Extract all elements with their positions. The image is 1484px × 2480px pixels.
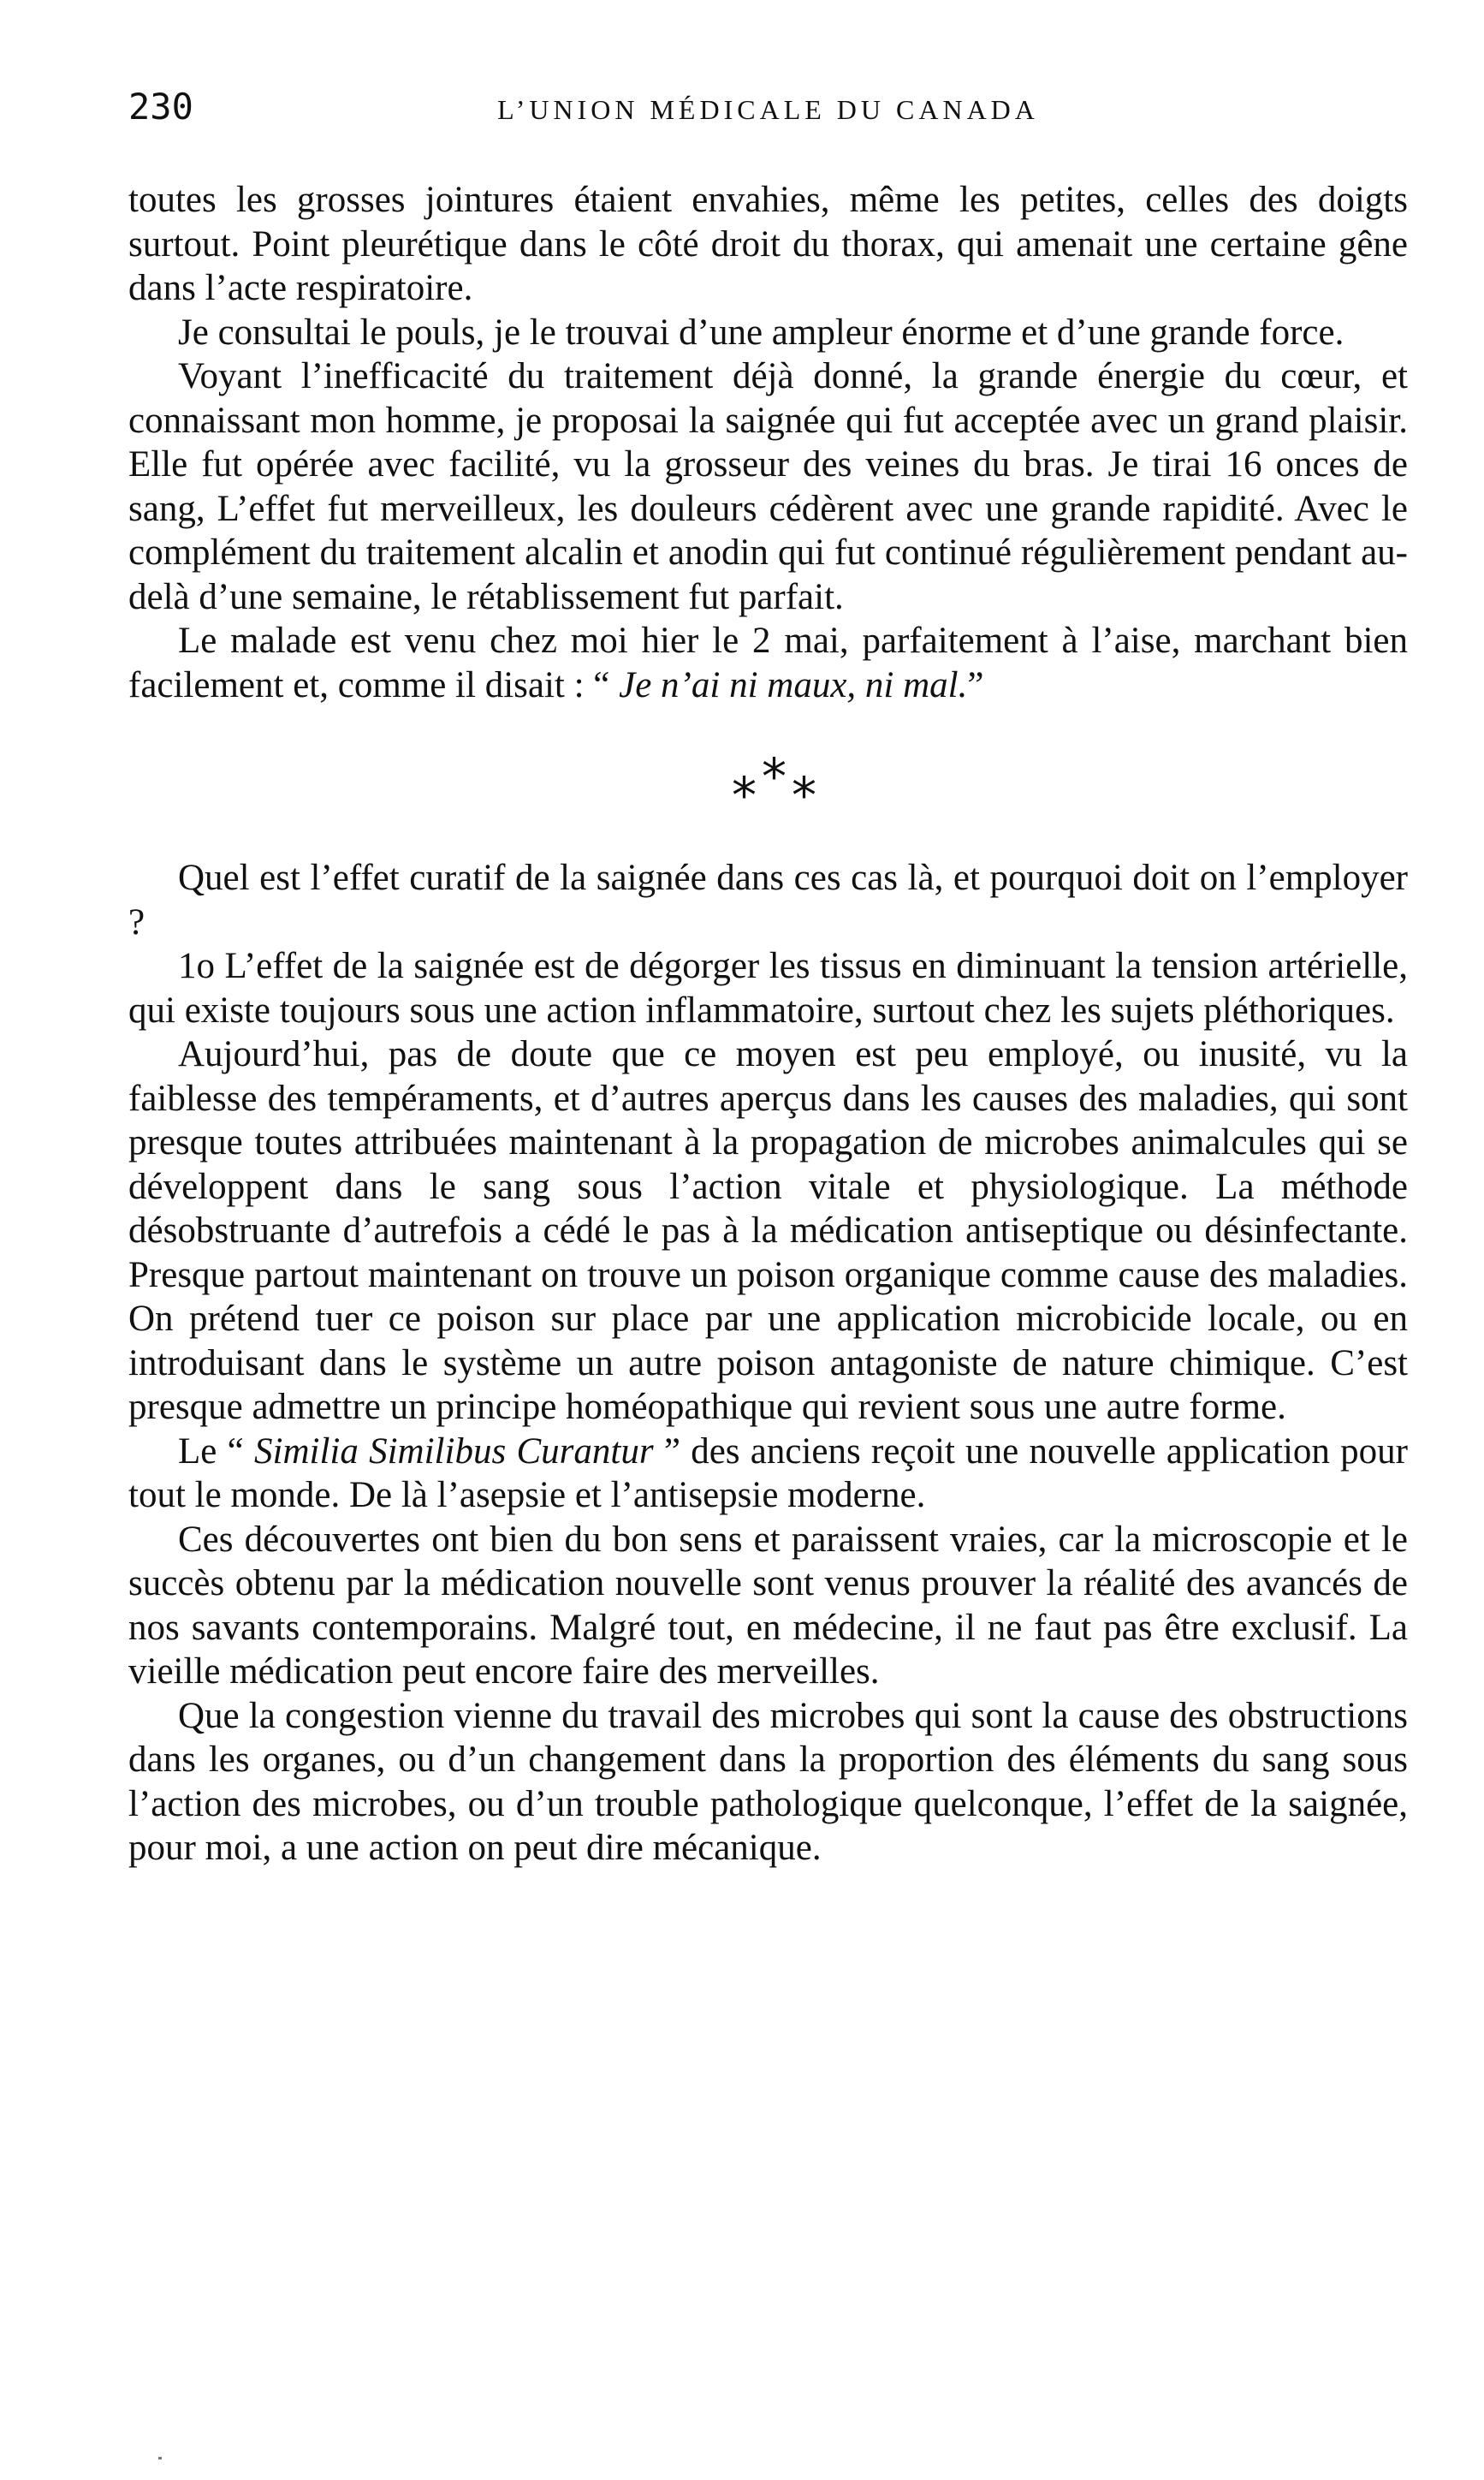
journal-title: L’UNION MÉDICALE DU CANADA — [497, 94, 1039, 125]
paragraph-microbes: Aujourd’hui, pas de doute que ce moyen est peu employé, ou inusité, vu la faiblesse des tempéraments, et d’autres aperçus dans les causes des maladies, qui sont presque toutes attribuées maintenant à la propagation de microbes animalcules qui se développent dans le sang sous l’action vitale et physiologique. La méthode désobstruante d’autrefois a cédé le pas à la médication antiseptique ou désinfectante. Presque partout maintenant on trouve un poison organique comme cause des maladies. On prétend tuer ce poison sur place par une application microbicide locale, ou en introduisant dans le système un autre poison antagoniste de nature chimique. C’est presque admettre un principe homéopathique qui revient sous une autre forme. — [128, 1034, 1408, 1427]
scan-speck — [158, 2457, 162, 2459]
paragraph-pulse: Je consultai le pouls, je le trouvai d’une ampleur énorme et d’une grande force. — [178, 312, 1345, 353]
paragraph-recovery — [128, 619, 1408, 707]
similia-lead: Le “ — [178, 1430, 254, 1472]
section-asterism: * * * — [732, 747, 816, 824]
paragraph-symptoms: toutes les grosses jointures étaient envahies, même les petites, celles des doigts surtout. Point pleurétique dans le côté droit du thorax, qui amenait une certaine gêne dans l’acte respiratoire. — [128, 180, 1408, 308]
paragraph-bloodletting: Voyant l’inefficacité du traitement déjà donné, la grande énergie du cœur, et connaissant mon homme, je proposai la saignée qui fut acceptée avec un grand plaisir. Elle fut opérée avec facilité, vu la grosseur des veines du bras. Je tirai 16 onces de sang, L’effet fut merveilleux, les douleurs cédèrent avec une grande rapidité. Avec le complément du traitement alcalin et anodin qui fut continué régulièrement pendant au-delà d’une semaine, le rétablissement fut parfait. — [128, 356, 1408, 617]
similia-text: ” des anciens reçoit une nouvelle application pour tout le monde. De là l’asepsie et l’antisepsie moderne. — [128, 1430, 1408, 1515]
similia-quote: Similia Similibus Curantur — [254, 1430, 654, 1472]
paragraph-question: Quel est l’effet curatif de la saignée dans ces cas là, et pourquoi doit on l’employer ? — [128, 858, 1408, 943]
paragraph-congestion: Que la congestion vienne du travail des microbes qui sont la cause des obstructions dans les organes, ou d’un changement dans la proportion des éléments du sang sous l’action des microbes, ou d’un trouble pathologique quelconque, l’effet de la saignée, pour moi, a une action on peut dire mécanique. — [128, 1695, 1408, 1868]
book-page — [128, 86, 1408, 1870]
paragraph-discoveries: Ces découvertes ont bien du bon sens et paraissent vraies, car la microscopie et le succès obtenu par la médication nouvelle sont venus prouver la réalité des avancés de nos savants contemporains. Malgré tout, en médecine, il ne faut pas être exclusif. La vieille médication peut encore faire des merveilles. — [128, 1519, 1408, 1692]
running-head — [128, 86, 1408, 137]
paragraph-similia — [128, 1430, 1408, 1518]
patient-quote: Je n’ai ni maux, ni mal. — [619, 664, 968, 705]
quote-close: ” — [967, 664, 984, 705]
recovery-text: Le malade est venu chez moi hier le 2 mai, parfaitement à l’aise, marchant bien facilement et, comme il disait : “ — [128, 621, 1408, 705]
article-body — [128, 178, 1408, 1870]
paragraph-effect: 1o L’effet de la saignée est de dégorger les tissus en diminuant la tension artérielle, qui existe toujours sous une action inflammatoire, surtout chez les sujets pléthoriques. — [128, 946, 1408, 1031]
page-number: 230 — [128, 86, 193, 128]
